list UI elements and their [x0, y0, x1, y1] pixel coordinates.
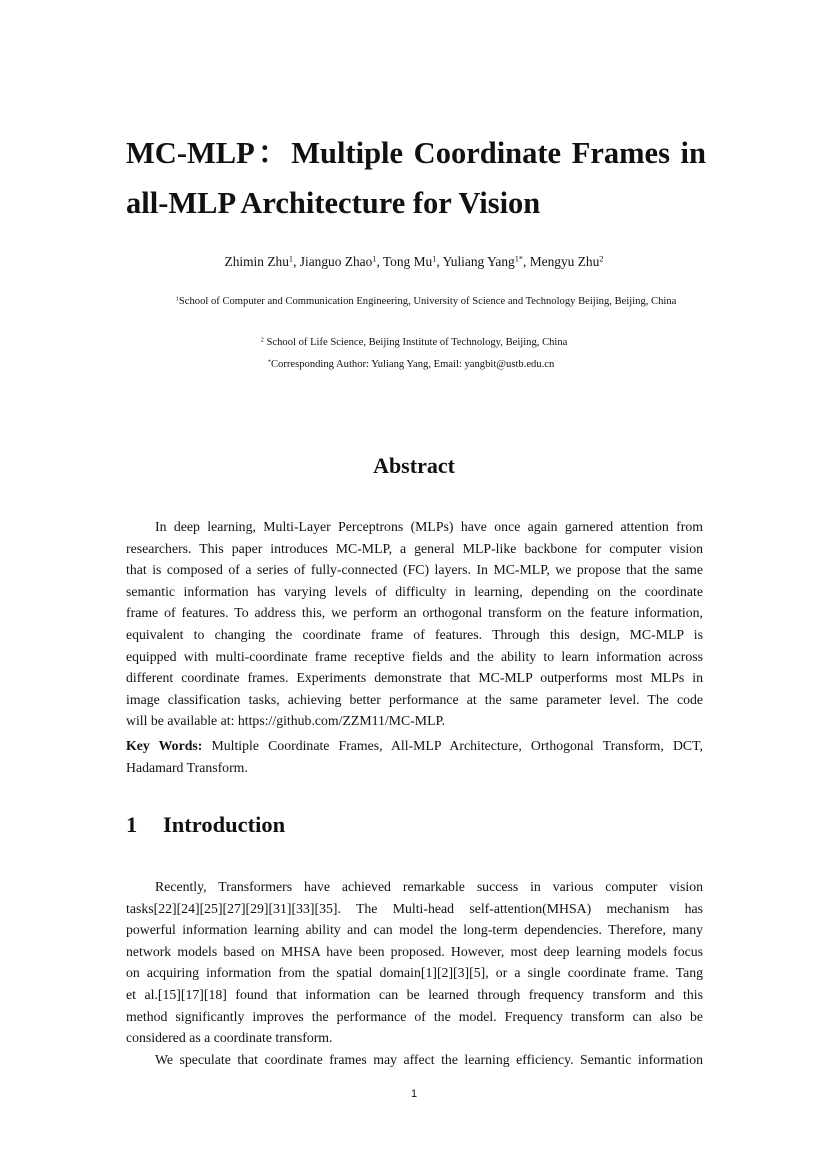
corresponding-mark: *: [267, 358, 271, 366]
title-line-2: all-MLP Architecture for Vision: [126, 186, 541, 220]
intro-line: tasks[22][24][25][27][29][31][33][35]. The Multi-head self-attention(MHSA) mechanism has: [126, 900, 703, 916]
paper-title: [126, 128, 706, 228]
abstract-line: frame of features. To address this, we perform an orthogonal transform on the feature information,: [126, 605, 703, 621]
intro-line: considered as a coordinate transform.: [126, 1030, 333, 1046]
abstract-line: In deep learning, Multi-Layer Perceptrons (MLPs) have once again garnered attention from: [155, 519, 703, 534]
corresponding-author: [0, 359, 825, 370]
corresponding-text: Corresponding Author: Yuliang Yang, Email: yangbit@ustb.edu.cn: [270, 359, 555, 370]
abstract-body: [126, 516, 703, 732]
author-affiliation-mark: 1: [372, 254, 377, 264]
author-affiliation-mark: 1: [288, 254, 294, 264]
intro-line: et al.[15][17][18] found that information can be learned through frequency transform and this: [126, 986, 703, 1002]
author-separator: ,: [436, 254, 443, 269]
affiliation-mark: 2: [260, 336, 264, 344]
affiliation-1: [12, 296, 828, 307]
keywords-text: Multiple Coordinate Frames, All-MLP Architecture, Orthogonal Transform, DCT,: [202, 738, 703, 753]
abstract-line: researchers. This paper introduces MC-MLP, a general MLP-like backbone for computer vision: [126, 540, 703, 556]
author-separator: ,: [293, 254, 300, 269]
author-name: Tong Mu: [382, 254, 433, 269]
abstract-line: image classification tasks, achieving better performance at the same parameter level. The code: [126, 691, 703, 707]
section-title: Introduction: [163, 812, 286, 837]
keywords-line: [126, 735, 703, 757]
intro-line: Recently, Transformers have achieved remarkable success in various computer vision: [155, 879, 703, 894]
abstract-line: equipped with multi-coordinate frame receptive fields and the ability to learn information across: [126, 648, 703, 664]
affiliation-text: School of Life Science, Beijing Institute of Technology, Beijing, China: [263, 337, 568, 348]
section-number: 1: [126, 812, 138, 837]
keywords-label: Key Words:: [126, 738, 203, 753]
author-affiliation-mark: 1: [432, 254, 437, 264]
abstract-line: semantic information has varying levels of difficulty in learning, depending on the coordinate: [126, 583, 703, 599]
abstract-line: that is composed of a series of fully-connected (FC) layers. In MC-MLP, we propose that the same: [126, 562, 703, 578]
abstract-line: different coordinate frames. Experiments demonstrate that MC-MLP outperforms most MLPs in: [126, 670, 703, 686]
author-affiliation-mark: 1*: [514, 254, 524, 264]
author-name: Mengyu Zhu: [529, 254, 600, 269]
keywords-line: Hadamard Transform.: [126, 759, 248, 775]
author-affiliation-mark: 2: [599, 254, 604, 264]
introduction-body: [126, 876, 703, 1070]
introduction-heading: [126, 812, 285, 838]
affiliation-text: School of Computer and Communication Engineering, University of Science and Technology Beijing, Beijing, China: [178, 296, 677, 307]
author-name: Yuliang Yang: [442, 254, 515, 269]
author-separator: ,: [523, 254, 530, 269]
author-name: Jianguo Zhao: [299, 254, 373, 269]
page-number: 1: [410, 1088, 418, 1100]
abstract-line: equivalent to changing the coordinate frame of features. Through this design, MC-MLP is: [126, 626, 703, 642]
affiliation-mark: 1: [175, 295, 179, 303]
author-name: Zhimin Zhu: [224, 254, 289, 269]
intro-line: network models based on MHSA have been proposed. However, most deep learning models focus: [126, 943, 703, 959]
intro-line: method significantly improves the performance of the model. Frequency transform can also be: [126, 1008, 703, 1024]
keywords: [126, 735, 703, 778]
abstract-heading: Abstract: [373, 453, 455, 478]
author-separator: ,: [376, 254, 383, 269]
intro-line: on acquiring information from the spatial domain[1][2][3][5], or a single coordinate frame. Tang: [126, 965, 703, 981]
author-list: [0, 254, 828, 270]
affiliation-2: [0, 337, 828, 348]
abstract-line: will be available at: https://github.com/ZZM11/MC-MLP.: [126, 713, 446, 729]
title-line-1: MC-MLP：Multiple Coordinate Frames in: [126, 136, 706, 170]
intro-line: powerful information learning ability and can model the long-term dependencies. Therefore, many: [126, 922, 703, 938]
intro-line: We speculate that coordinate frames may affect the learning efficiency. Semantic information: [155, 1051, 703, 1067]
